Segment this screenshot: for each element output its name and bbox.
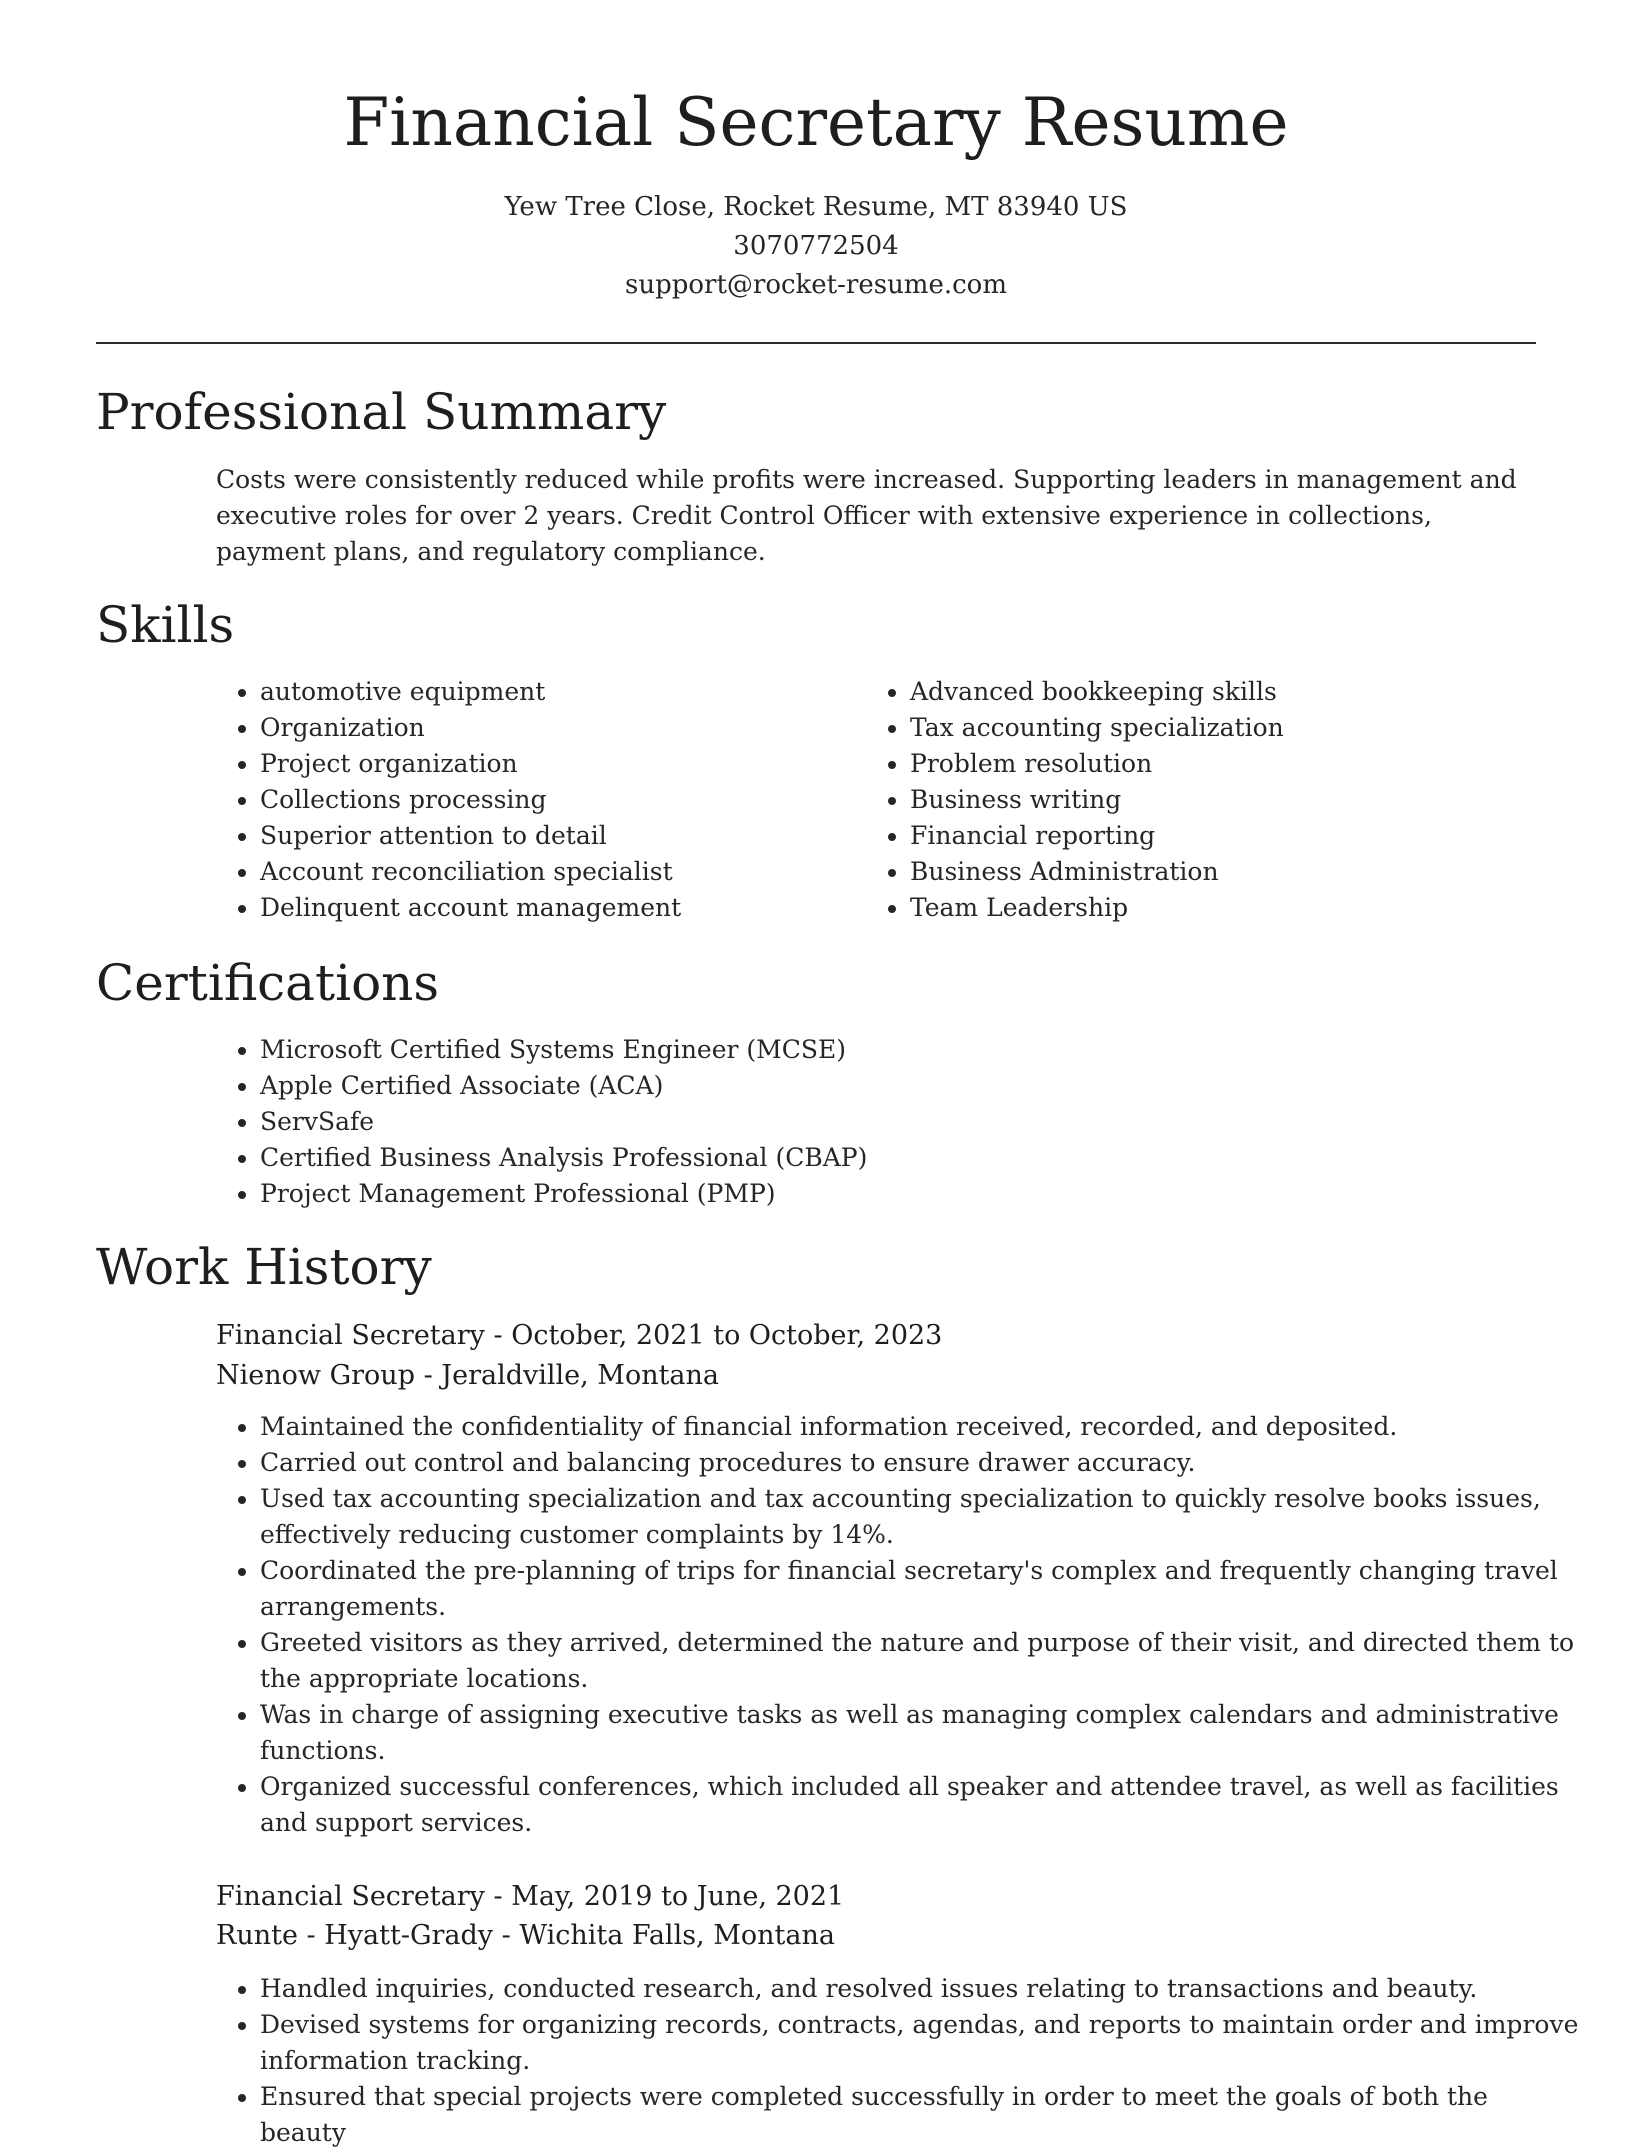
list-item: • Project Management Professional (PMP) [260, 1176, 1560, 1212]
list-item: • Problem resolution [910, 746, 1550, 782]
job-1-role-dates: Financial Secretary - October, 2021 to October, 2023 [216, 1320, 943, 1351]
resume-header [96, 80, 1536, 305]
list-item: • Project organization [260, 746, 860, 782]
skills-list-left [216, 674, 860, 926]
certifications-heading: Certifications [96, 954, 440, 1012]
job-1-bullets [216, 1409, 1580, 1841]
list-item: • Collections processing [260, 782, 860, 818]
list-item: • automotive equipment [260, 674, 860, 710]
list-item: • Maintained the confidentiality of financial information received, recorded, and deposited. [260, 1409, 1580, 1445]
list-item: • Business writing [910, 782, 1550, 818]
skills-list-right [866, 674, 1550, 926]
resume-title: Financial Secretary Resume [343, 84, 1289, 161]
list-item: • Microsoft Certified Systems Engineer (MCSE) [260, 1032, 1560, 1068]
certifications-list [216, 1032, 1560, 1212]
phone: 3070772504 [733, 231, 899, 261]
list-item: • Greeted visitors as they arrived, determined the nature and purpose of their visit, and directed them to the appropriate locations. [260, 1625, 1580, 1697]
header-divider [96, 342, 1536, 344]
list-item: • Organized successful conferences, which included all speaker and attendee travel, as well as facilities and support services. [260, 1769, 1580, 1841]
list-item: • Ensured that special projects were completed successfully in order to meet the goals of both the beauty [260, 2079, 1580, 2151]
email: support@rocket-resume.com [624, 270, 1007, 300]
list-item: • Coordinated the pre-planning of trips for financial secretary's complex and frequently changing travel arrangements. [260, 1553, 1580, 1625]
list-item: • Delinquent account management [260, 890, 860, 926]
list-item: • Handled inquiries, conducted research, and resolved issues relating to transactions and beauty. [260, 1971, 1580, 2007]
skills-heading: Skills [96, 596, 235, 654]
summary-text: Costs were consistently reduced while profits were increased. Supporting leaders in management and executive roles for over 2 years. Credit Control Officer with extensive experience in collections, payment plans, and regulatory compliance. [216, 465, 1517, 566]
job-2-company-location: Runte - Hyatt-Grady - Wichita Falls, Montana [216, 1920, 835, 1951]
job-1-company-location: Nienow Group - Jeraldville, Montana [216, 1360, 720, 1391]
address: Yew Tree Close, Rocket Resume, MT 83940 US [504, 192, 1128, 222]
list-item: • Business Administration [910, 854, 1550, 890]
list-item: • Devised systems for organizing records, contracts, agendas, and reports to maintain order and improve information tracking. [260, 2007, 1580, 2079]
list-item: • ServSafe [260, 1104, 1560, 1140]
list-item: • Organization [260, 710, 860, 746]
list-item: • Financial reporting [910, 818, 1550, 854]
list-item: • Team Leadership [910, 890, 1550, 926]
summary-heading: Professional Summary [96, 383, 667, 441]
list-item: • Used tax accounting specialization and tax accounting specialization to quickly resolve books issues, effectively reducing customer complaints by 14%. [260, 1481, 1580, 1553]
work-history-heading: Work History [96, 1238, 432, 1296]
list-item: • Carried out control and balancing procedures to ensure drawer accuracy. [260, 1445, 1580, 1481]
list-item: • Advanced bookkeeping skills [910, 674, 1550, 710]
list-item: • Apple Certified Associate (ACA) [260, 1068, 1560, 1104]
list-item: • Was in charge of assigning executive tasks as well as managing complex calendars and administrative functions. [260, 1697, 1580, 1769]
list-item: • Superior attention to detail [260, 818, 860, 854]
list-item: • Tax accounting specialization [910, 710, 1550, 746]
job-2-role-dates: Financial Secretary - May, 2019 to June, 2021 [216, 1881, 845, 1912]
job-2-bullets [216, 1971, 1580, 2151]
list-item: • Account reconciliation specialist [260, 854, 860, 890]
list-item: • Certified Business Analysis Professional (CBAP) [260, 1140, 1560, 1176]
